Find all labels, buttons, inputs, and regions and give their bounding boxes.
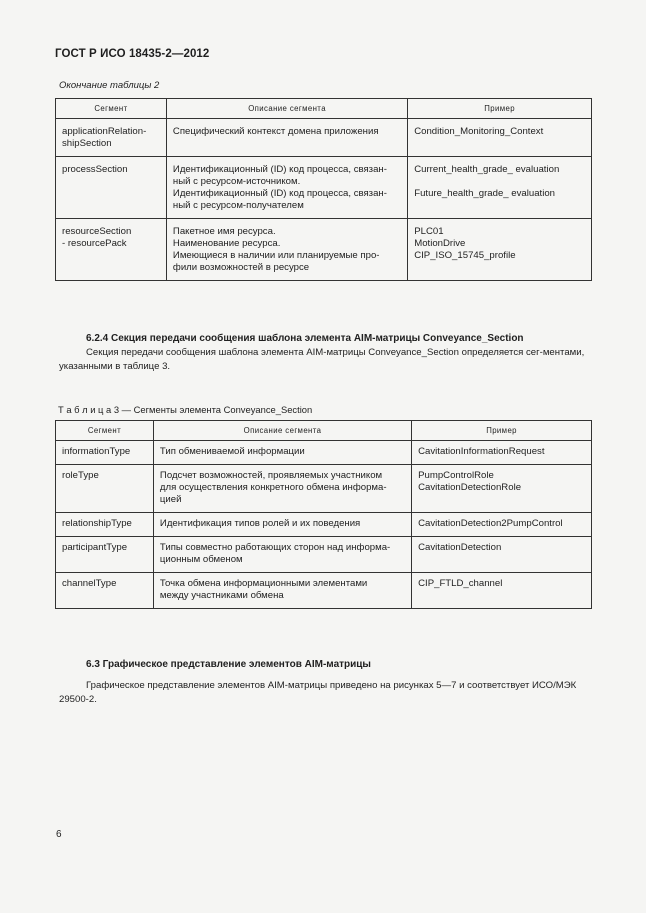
table2-caption: Окончание таблицы 2 <box>59 80 160 91</box>
cell-description <box>153 513 411 537</box>
description-text-line: Идентификационный (ID) код процесса, связан- <box>172 164 387 175</box>
description-text-line: Подсчет возможностей, проявляемых участником <box>159 470 383 481</box>
example-text-line: CIP_ISO_15745_profile <box>414 250 516 261</box>
description-text-line: между участниками обмена <box>159 590 284 601</box>
column-header-segment: Сегмент <box>56 421 154 441</box>
table-row <box>56 441 592 465</box>
cell-segment <box>56 219 167 281</box>
cell-example <box>408 157 592 219</box>
cell-description <box>153 465 411 513</box>
section-title-6-2-4: 6.2.4 Секция передачи сообщения шаблона элемента AIM-матрицы Conveyance_Section <box>86 333 524 344</box>
example-text-line: CavitationDetection2PumpControl <box>418 518 563 529</box>
table-row <box>56 219 592 281</box>
document-header: ГОСТ Р ИСО 18435-2—2012 <box>55 48 210 60</box>
description-text-line: Точка обмена информационными элементами <box>159 578 368 589</box>
table-row <box>56 513 592 537</box>
segment-text-line: channelType <box>62 578 117 589</box>
table-2 <box>55 98 592 281</box>
cell-description <box>166 219 407 281</box>
section-title-6-3: 6.3 Графическое представление элементов AIM-матрицы <box>86 659 371 670</box>
description-text-line: Идентификационный (ID) код процесса, связан- <box>172 188 387 199</box>
description-text-line: цией <box>159 494 182 505</box>
table-row <box>56 157 592 219</box>
segment-text-line: roleType <box>62 470 99 481</box>
cell-description <box>153 573 411 609</box>
cell-description <box>153 441 411 465</box>
segment-text-line: applicationRelation- <box>62 126 147 137</box>
cell-description <box>166 119 407 157</box>
segment-text-line: processSection <box>62 164 128 175</box>
example-text-line: Condition_Monitoring_Context <box>414 126 544 137</box>
column-header-example: Пример <box>412 421 592 441</box>
cell-example <box>408 119 592 157</box>
table-header-row <box>56 421 592 441</box>
description-text-line: Имеющиеся в наличии или планируемые про- <box>172 250 380 261</box>
description-text-line: Наименование ресурса. <box>172 238 281 249</box>
cell-segment <box>56 513 154 537</box>
example-text-line: PumpControlRole <box>418 470 494 481</box>
example-text-line <box>414 176 585 188</box>
segment-text-line: resourceSection <box>62 226 132 237</box>
description-text-line: Тип обмениваемой информации <box>159 446 305 457</box>
description-text-line: ционным обменом <box>159 554 243 565</box>
example-text-line: CavitationDetectionRole <box>418 482 522 493</box>
section-paragraph-6-2-4: Секция передачи сообщения шаблона элемента AIM-матрицы Conveyance_Section определяется сег-ментами, указанными в таблице 3. <box>59 347 585 372</box>
example-text-line: MotionDrive <box>414 238 466 249</box>
segment-text-line: - resourcePack <box>62 238 127 249</box>
cell-example <box>412 465 592 513</box>
description-text-line: ный с ресурсом-источником. <box>172 176 301 187</box>
cell-segment <box>56 465 154 513</box>
cell-example <box>412 513 592 537</box>
description-text-line: Идентификация типов ролей и их поведения <box>159 518 361 529</box>
segment-text-line: informationType <box>62 446 131 457</box>
table-row <box>56 119 592 157</box>
example-text-line: Future_health_grade_ evaluation <box>414 188 556 199</box>
table-3 <box>55 420 592 609</box>
cell-segment <box>56 441 154 465</box>
column-header-example: Пример <box>408 99 592 119</box>
example-text-line: PLC01 <box>414 226 444 237</box>
description-text-line: ный с ресурсом-получателем <box>172 200 304 211</box>
segment-text-line: shipSection <box>62 138 112 149</box>
cell-description <box>166 157 407 219</box>
segment-text-line: participantType <box>62 542 128 553</box>
table-row <box>56 465 592 513</box>
column-header-segment: Сегмент <box>56 99 167 119</box>
segment-text-line: relationshipType <box>62 518 132 529</box>
column-header-description: Описание сегмента <box>153 421 411 441</box>
description-text-line: Специфический контекст домена приложения <box>172 126 379 137</box>
cell-example <box>412 441 592 465</box>
cell-segment <box>56 573 154 609</box>
table-row <box>56 537 592 573</box>
example-text-line: Current_health_grade_ evaluation <box>414 164 560 175</box>
table-header-row <box>56 99 592 119</box>
cell-example <box>408 219 592 281</box>
table-row <box>56 573 592 609</box>
cell-example <box>412 537 592 573</box>
cell-segment <box>56 157 167 219</box>
column-header-description: Описание сегмента <box>166 99 407 119</box>
table3-caption: Т а б л и ц а 3 — Сегменты элемента Conveyance_Section <box>58 404 313 415</box>
cell-example <box>412 573 592 609</box>
cell-segment <box>56 537 154 573</box>
description-text-line: фили возможностей в ресурсе <box>172 262 310 273</box>
cell-description <box>153 537 411 573</box>
example-text-line: CavitationDetection <box>418 542 502 553</box>
description-text-line: для осуществления конкретного обмена информа- <box>159 482 387 493</box>
cell-segment <box>56 119 167 157</box>
example-text-line: CIP_FTLD_channel <box>418 578 503 589</box>
page-number: 6 <box>56 829 62 840</box>
description-text-line: Типы совместно работающих сторон над информа- <box>159 542 391 553</box>
description-text-line: Пакетное имя ресурса. <box>172 226 276 237</box>
example-text-line: CavitationInformationRequest <box>418 446 545 457</box>
section-paragraph-6-3: Графическое представление элементов AIM-матрицы приведено на рисунках 5—7 и соответствует ИСО/МЭК 29500-2. <box>59 680 577 705</box>
